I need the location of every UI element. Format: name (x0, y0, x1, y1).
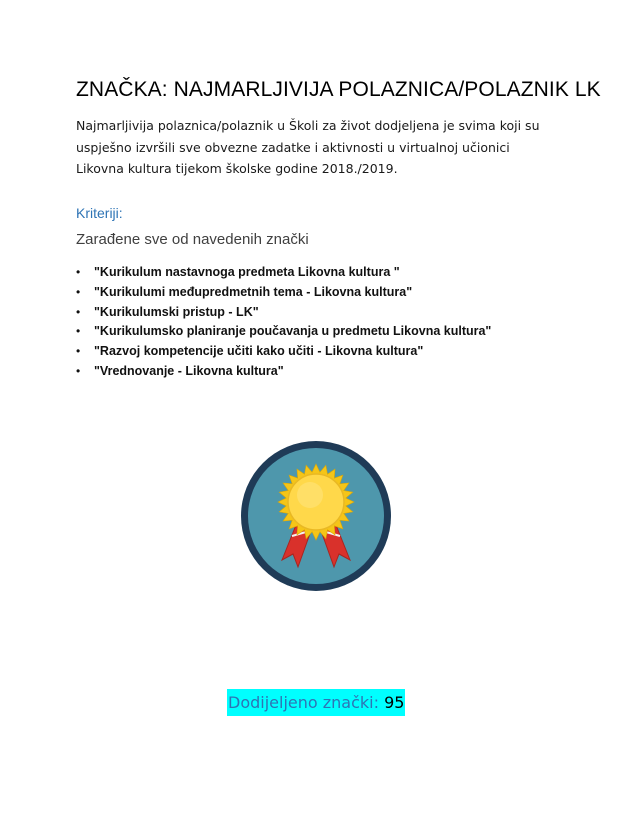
bullet-icon: • (76, 265, 81, 279)
criteria-item-label: "Kurikulum nastavnoga predmeta Likovna kultura " (94, 265, 400, 279)
bullet-icon: • (76, 324, 81, 339)
list-item (76, 362, 491, 382)
awarded-label: Dodijeljeno znački: (228, 693, 379, 712)
bullet-icon: • (76, 284, 81, 299)
list-item (76, 303, 491, 323)
criteria-item-label: "Vrednovanje - Likovna kultura" (94, 363, 284, 378)
badge-description: Najmarljivija polaznica/polaznik u Školi za život dodjeljena je svima koji su uspješno izvršili sve obvezne zadatke i aktivnosti u virtualnoj učionici Likovna kultura tijekom školske godine 2018./2019. (76, 118, 540, 176)
list-item (76, 263, 491, 283)
criteria-list (76, 263, 491, 382)
criteria-item-label: "Razvoj kompetencije učiti kako učiti - Likovna kultura" (94, 344, 424, 359)
bullet-icon: • (76, 363, 81, 378)
awarded-count (227, 689, 405, 716)
page-title: ZNAČKA: NAJMARLJIVIJA POLAZNICA/POLAZNIK LK (76, 78, 601, 101)
bullet-icon: • (76, 304, 81, 319)
award-medal-icon (240, 440, 392, 592)
awarded-number: 95 (384, 693, 405, 712)
criteria-heading: Kriteriji: (76, 205, 123, 221)
criteria-item-label: "Kurikulumi međupredmetnih tema - Likovna kultura" (94, 284, 413, 299)
criteria-item-label: "Kurikulumski pristup - LK" (94, 304, 259, 319)
list-item (76, 322, 491, 342)
bullet-icon: • (76, 344, 81, 359)
list-item (76, 283, 491, 303)
list-item (76, 342, 491, 362)
criteria-item-label: "Kurikulumsko planiranje poučavanja u predmetu Likovna kultura" (94, 324, 492, 339)
criteria-subheading: Zarađene sve od navedenih znački (76, 231, 309, 248)
